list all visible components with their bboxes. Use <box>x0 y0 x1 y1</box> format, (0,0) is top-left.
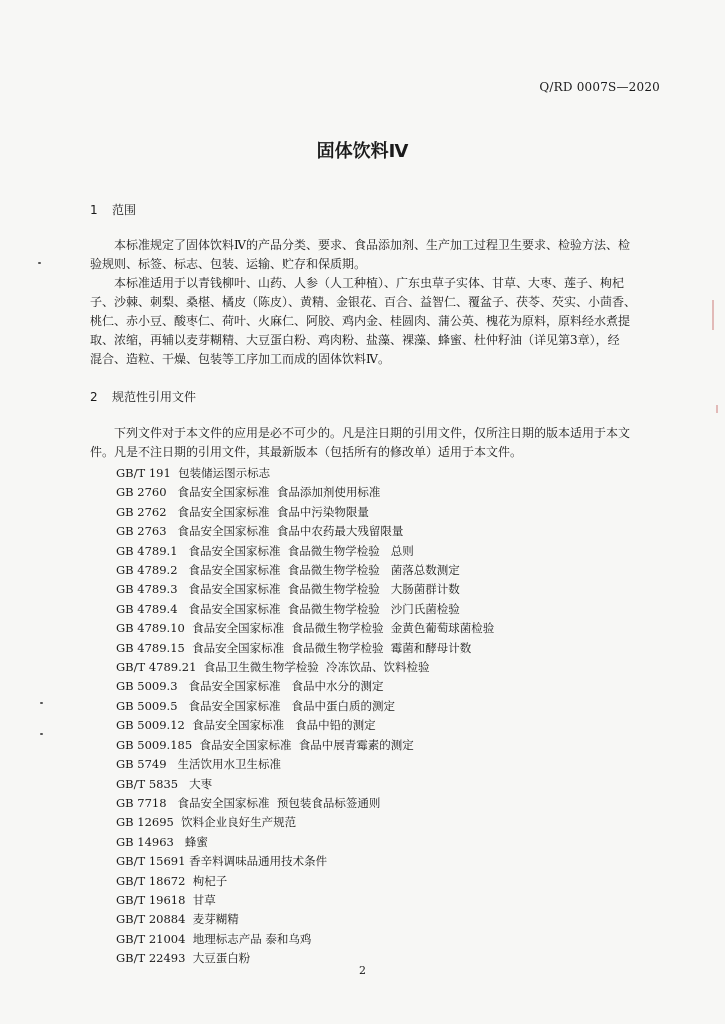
reference-item: GB/T 19618 甘草 <box>116 892 216 907</box>
text-line: 桃仁、赤小豆、酸枣仁、荷叶、火麻仁、阿胶、鸡内金、桂圆肉、蒲公英、槐花为原料，原料经水煮提 <box>90 314 631 328</box>
doc-code: Q/RD 0007S—2020 <box>539 80 660 94</box>
reference-item: GB 2762 食品安全国家标准 食品中污染物限量 <box>116 504 369 519</box>
references-intro <box>90 424 660 462</box>
scope-paragraph-2 <box>90 274 660 369</box>
scan-speck <box>40 733 43 735</box>
section-1-title: 范围 <box>112 203 137 217</box>
reference-item: GB 2760 食品安全国家标准 食品添加剂使用标准 <box>116 485 381 500</box>
reference-list <box>116 464 494 969</box>
reference-item: GB/T 5835 大枣 <box>116 776 213 791</box>
reference-item: GB 5749 生活饮用水卫生标准 <box>116 757 282 772</box>
reference-item: GB 7718 食品安全国家标准 预包装食品标签通则 <box>116 795 381 810</box>
reference-item: GB 12695 饮料企业良好生产规范 <box>116 815 297 830</box>
page-title: 固体饮料Ⅳ <box>316 141 409 162</box>
reference-item: GB 5009.12 食品安全国家标准 食品中铅的测定 <box>116 718 376 733</box>
section-2-title: 规范性引用文件 <box>112 390 197 404</box>
reference-item: GB 4789.3 食品安全国家标准 食品微生物学检验 大肠菌群计数 <box>116 582 460 597</box>
reference-item: GB 5009.185 食品安全国家标准 食品中展青霉素的测定 <box>116 737 414 752</box>
section-2-heading <box>90 388 196 405</box>
reference-item: GB/T 20884 麦芽糊精 <box>116 912 239 927</box>
reference-item: GB 4789.1 食品安全国家标准 食品微生物学检验 总则 <box>116 543 414 558</box>
text-line: 混合、造粒、干燥、包装等工序加工而成的固体饮料Ⅳ。 <box>90 352 390 366</box>
section-1-heading <box>90 201 136 218</box>
reference-item: GB 14963 蜂蜜 <box>116 834 208 849</box>
reference-item: GB/T 4789.21 食品卫生微生物学检验 冷冻饮品、饮料检验 <box>116 660 430 675</box>
seal-edge-mark <box>716 405 724 413</box>
text-line: 下列文件对于本文件的应用是必不可少的。凡是注日期的引用文件，仅所注日期的版本适用于本文 <box>114 426 631 440</box>
reference-item: GB 4789.2 食品安全国家标准 食品微生物学检验 菌落总数测定 <box>116 563 460 578</box>
reference-item: GB 4789.10 食品安全国家标准 食品微生物学检验 金黄色葡萄球菌检验 <box>116 621 495 636</box>
reference-item: GB 2763 食品安全国家标准 食品中农药最大残留限量 <box>116 524 404 539</box>
scope-paragraph-1 <box>90 236 660 274</box>
page-number: 2 <box>359 964 366 977</box>
text-line: 子、沙棘、刺梨、桑椹、橘皮（陈皮）、黄精、金银花、百合、益智仁、覆盆子、茯苓、芡实、小茴香、 <box>90 295 637 309</box>
scan-speck <box>38 262 41 264</box>
text-line: 件。凡是不注日期的引用文件，其最新版本（包括所有的修改单）适用于本文件。 <box>90 445 523 459</box>
reference-item: GB/T 18672 枸杞子 <box>116 873 228 888</box>
reference-item: GB/T 22493 大豆蛋白粉 <box>116 951 251 966</box>
reference-item: GB 4789.4 食品安全国家标准 食品微生物学检验 沙门氏菌检验 <box>116 601 460 616</box>
section-2-number: 2 <box>90 390 98 404</box>
reference-item: GB 4789.15 食品安全国家标准 食品微生物学检验 霉菌和酵母计数 <box>116 640 472 655</box>
section-1-number: 1 <box>90 203 98 217</box>
text-line: 本标准适用于以青钱柳叶、山药、人参（人工种植）、广东虫草子实体、甘草、大枣、莲子、枸杞 <box>114 276 625 290</box>
reference-item: GB/T 191 包装储运图示标志 <box>116 466 271 480</box>
reference-item: GB 5009.5 食品安全国家标准 食品中蛋白质的测定 <box>116 698 395 713</box>
text-line: 本标准规定了固体饮料Ⅳ的产品分类、要求、食品添加剂、生产加工过程卫生要求、检验方法、检 <box>114 238 630 252</box>
reference-item: GB/T 21004 地理标志产品 泰和乌鸡 <box>116 931 312 946</box>
text-line: 取、浓缩，再辅以麦芽糊精、大豆蛋白粉、鸡肉粉、盐藻、裸藻、蜂蜜、杜仲籽油（详见第3章），经 <box>90 333 620 347</box>
scan-speck <box>40 702 43 704</box>
reference-item: GB 5009.3 食品安全国家标准 食品中水分的测定 <box>116 679 384 694</box>
text-line: 验规则、标签、标志、包装、运输、贮存和保质期。 <box>90 257 367 271</box>
seal-edge-mark <box>712 300 720 330</box>
reference-item: GB/T 15691 香辛料调味品通用技术条件 <box>116 854 328 869</box>
